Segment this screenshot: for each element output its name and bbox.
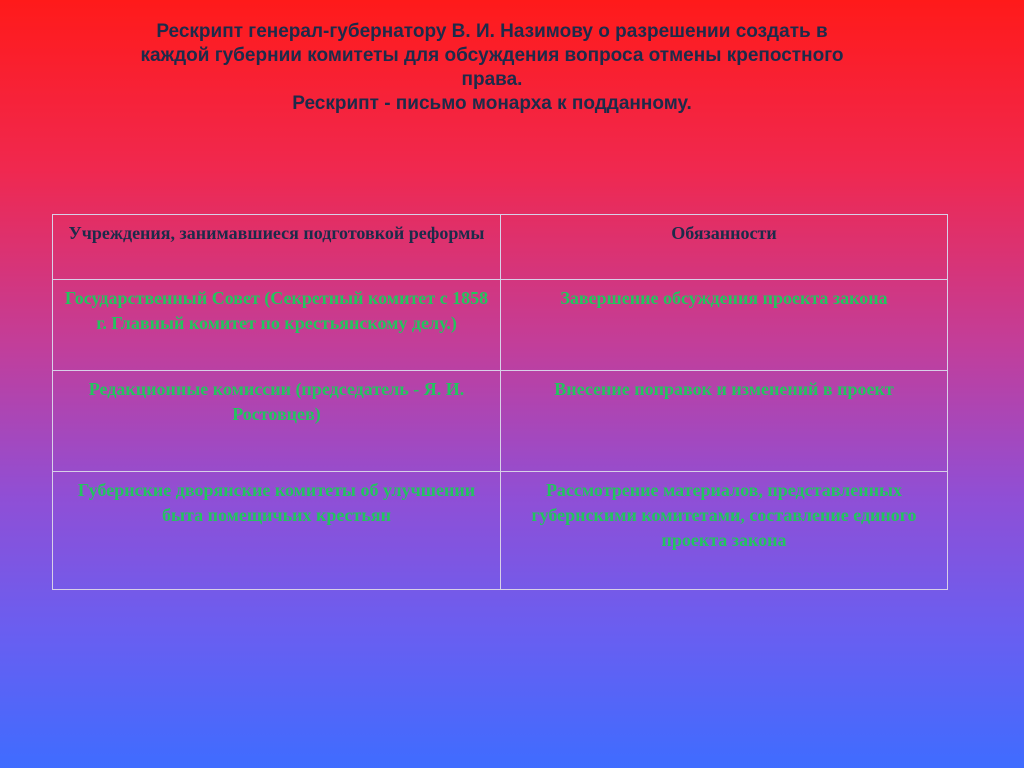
heading-line-1: Рескрипт генерал-губернатору В. И. Назимову о разрешении создать в bbox=[156, 21, 828, 42]
reform-table-container bbox=[52, 214, 947, 590]
header-institutions: Учреждения, занимавшиеся подготовкой реформы bbox=[53, 215, 501, 280]
cell-duties: Рассмотрение материалов, представленных губернскими комитетами, составление единого проекта закона bbox=[501, 472, 948, 590]
heading-definition: Рескрипт - письмо монарха к подданному. bbox=[292, 93, 692, 114]
reform-institutions-table bbox=[52, 214, 948, 590]
cell-institution: Губернские дворянские комитеты об улучшении быта помещичьих крестьян bbox=[53, 472, 501, 590]
table-row bbox=[53, 371, 948, 472]
heading-line-2: каждой губернии комитеты для обсуждения вопроса отмены крепостного bbox=[140, 45, 844, 66]
table-header-row bbox=[53, 215, 948, 280]
cell-duties: Внесение поправок и изменений в проект bbox=[501, 371, 948, 472]
table-row bbox=[53, 280, 948, 371]
heading-line-3: права. bbox=[461, 69, 523, 90]
slide-heading bbox=[40, 20, 944, 116]
cell-duties: Завершение обсуждения проекта закона bbox=[501, 280, 948, 371]
table-row bbox=[53, 472, 948, 590]
cell-institution: Редакционные комиссии (председатель - Я. И. Ростовцев) bbox=[53, 371, 501, 472]
cell-institution: Государственный Совет (Секретный комитет с 1858 г. Главный комитет по крестьянскому делу.) bbox=[53, 280, 501, 371]
header-duties: Обязанности bbox=[501, 215, 948, 280]
